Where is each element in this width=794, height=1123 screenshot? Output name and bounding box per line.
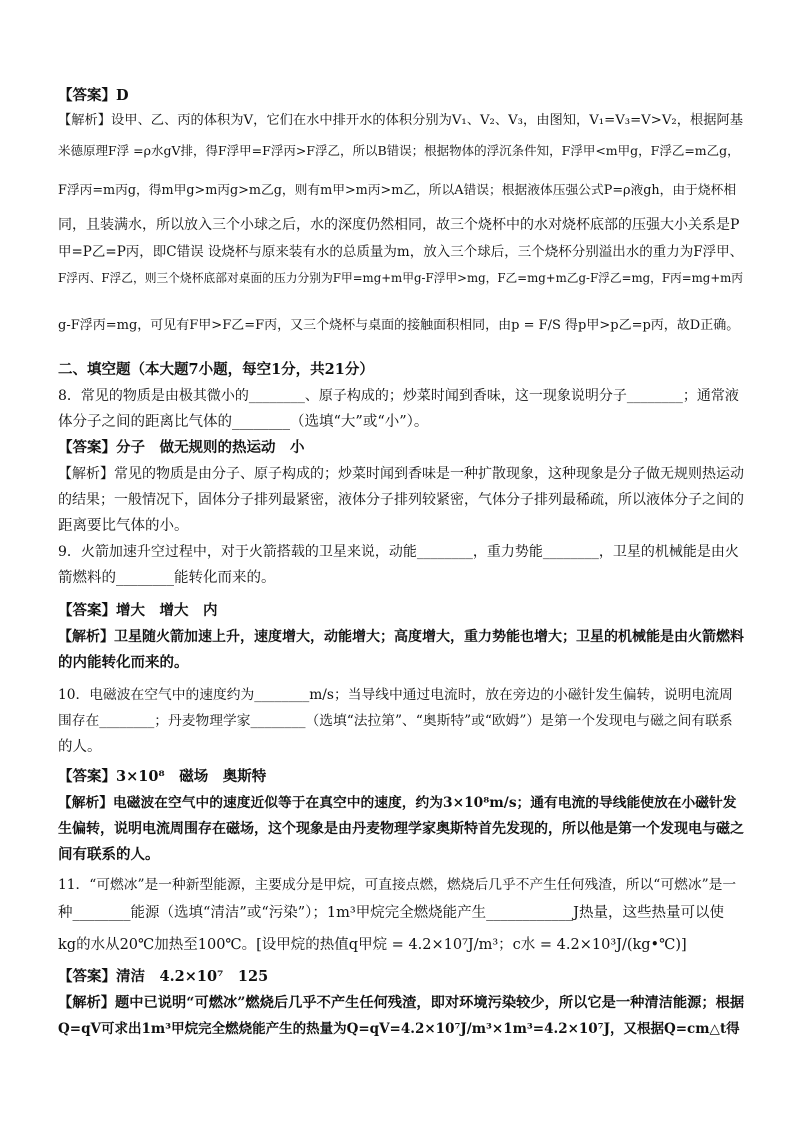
explanation-line: 同，且装满水，所以放入三个小球之后，水的深度仍然相同，故三个烧杯中的水对烧杯底部的压强大小关系是P: [58, 217, 740, 233]
explanation-line: F浮丙=m丙g，得m甲g>m丙g>m乙g，则有m甲>m丙>m乙，所以A错误；根据液体压强公式P=ρ液gh，由于烧杯相: [58, 183, 737, 198]
answer-line-7: 【答案】D: [58, 87, 129, 104]
question-8-line: 体分子之间的距离比气体的________（选填“大”或“小”）。: [58, 414, 429, 430]
question-11-line: 11．“可燃冰”是一种新型能源，主要成分是甲烷，可直接点燃，燃烧后几乎不产生任何残渣，所以“可燃冰”是一: [58, 877, 737, 893]
answer-8: 【答案】分子 做无规则的热运动 小: [58, 439, 305, 456]
explanation-8-line: 距离要比气体的小。: [58, 518, 189, 534]
explanation-8-line: 【解析】常见的物质是由分子、原子构成的；炒菜时闻到香味是一种扩散现象，这种现象是分子做无规则热运动: [58, 466, 744, 482]
explanation-9-line: 的内能转化而来的。: [58, 654, 189, 671]
question-9-line: 箭燃料的________能转化而来的。: [58, 570, 276, 586]
answer-9: 【答案】增大 增大 内: [58, 602, 218, 619]
explanation-11-line: Q=qV可求出1m³甲烷完全燃烧能产生的热量为Q=qV=4.2×10⁷J/m³×1m³=4.2×10⁷J，又根据Q=cm△t得: [58, 1021, 740, 1037]
explanation-line: 【解析】设甲、乙、丙的体积为V，它们在水中排开水的体积分别为V₁、V₂、V₃，由图知，V₁=V₃=V>V₂，根据阿基: [58, 113, 743, 128]
question-10-line: 的人。: [58, 739, 102, 755]
explanation-10-line: 生偏转，说明电流周围存在磁场，这个现象是由丹麦物理学家奥斯特首先发现的，所以他是第一个发现电与磁之: [58, 821, 744, 837]
question-9-line: 9．火箭加速升空过程中，对于火箭搭载的卫星来说，动能________，重力势能________，卫星的机械能是由火: [58, 544, 739, 560]
explanation-line: 米德原理F浮 =ρ水gV排，得F浮甲=F浮丙>F浮乙，所以B错误；根据物体的浮沉条件知，F浮甲<m甲g，F浮乙=m乙g，: [58, 143, 740, 158]
answer-10: 【答案】3×10⁸ 磁场 奥斯特: [58, 768, 267, 785]
explanation-10-line: 间有联系的人。: [58, 846, 160, 863]
question-10-line: 围存在________；丹麦物理学家________（选填“法拉第”、“奥斯特”或“欧姆”）是第一个发现电与磁之间有联系: [58, 713, 733, 729]
explanation-8-line: 的结果；一般情况下，固体分子排列最紧密，液体分子排列较紧密，气体分子排列最稀疏，所以液体分子之间的: [58, 492, 744, 508]
explanation-10-line: 【解析】电磁波在空气中的速度近似等于在真空中的速度，约为3×10⁸m/s；通有电流的导线能使放在小磁针发: [58, 795, 737, 811]
explanation-line: F浮丙、F浮乙，则三个烧杯底部对桌面的压力分别为F甲=mg+m甲g-F浮甲>mg，F乙=mg+m乙g-F浮乙=mg，F丙=mg+m丙: [58, 271, 744, 285]
section-heading: 二、填空题（本大题7小题，每空1分，共21分）: [58, 361, 374, 378]
question-11-line: 种________能源（选填“清洁”或“污染”）；1m³甲烷完全燃烧能产生____________J热量，这些热量可以使: [58, 905, 724, 921]
explanation-line: 甲=P乙=P丙，即C错误 设烧杯与原来装有水的总质量为m，放入三个球后，三个烧杯分别溢出水的重力为F浮甲、: [58, 244, 744, 260]
answer-11: 【答案】清洁 4.2×10⁷ 125: [58, 968, 269, 985]
explanation-line: g-F浮丙=mg，可见有F甲>F乙=F丙，又三个烧杯与桌面的接触面积相同，由p = F/S 得p甲>p乙=p丙，故D正确。: [58, 318, 740, 333]
question-10-line: 10．电磁波在空气中的速度约为________m/s；当导线中通过电流时，放在旁边的小磁针发生偏转，说明电流周: [58, 687, 733, 703]
question-11-line: kg的水从20℃加热至100℃。[设甲烷的热值q甲烷 = 4.2×10⁷J/m³；c水 = 4.2×10³J/(kg•℃)]: [58, 937, 687, 953]
explanation-11-line: 【解析】题中已说明“可燃冰”燃烧后几乎不产生任何残渣，即对环境污染较少，所以它是一种清洁能源；根据: [58, 995, 745, 1011]
question-8-line: 8．常见的物质是由极其微小的________、原子构成的；炒菜时闻到香味，这一现象说明分子________；通常液: [58, 388, 739, 404]
explanation-9-line: 【解析】卫星随火箭加速上升，速度增大，动能增大；高度增大，重力势能也增大；卫星的机械能是由火箭燃料: [58, 629, 744, 645]
